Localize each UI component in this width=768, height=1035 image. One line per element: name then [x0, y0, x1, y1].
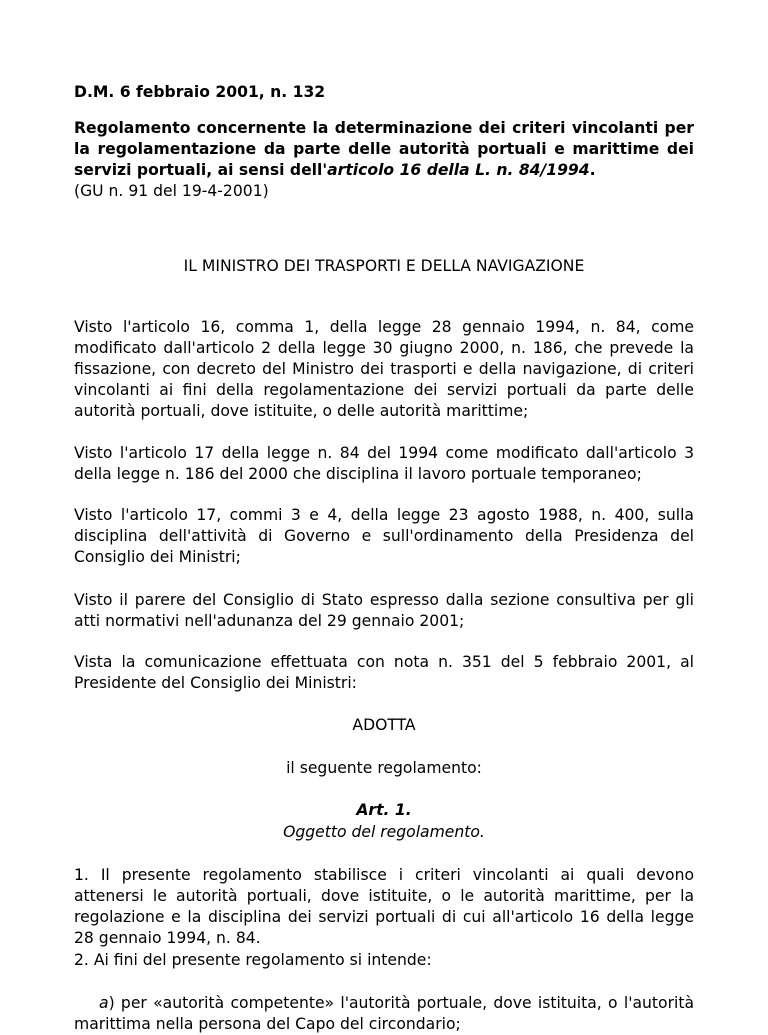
adopts-subheading: il seguente regolamento: [286, 759, 482, 777]
title-law-reference: articolo 16 della L. n. 84/1994 [327, 161, 590, 179]
article-number: Art. 1. [356, 801, 412, 819]
preamble-paragraph: Visto l'articolo 17 della legge n. 84 del 1994 come modificato dall'articolo 3 della legge n. 186 del 2000 che disciplina il lavoro portuale temporaneo; [74, 444, 694, 483]
decree-identifier: D.M. 6 febbraio 2001, n. 132 [74, 83, 326, 101]
body-list-item-a [74, 993, 694, 1035]
preamble-paragraph: Vista la comunicazione effettuata con nota n. 351 del 5 febbraio 2001, al Presidente del Consiglio dei Ministri: [74, 653, 694, 692]
title-main: Regolamento concernente la determinazione dei criteri vincolanti per la regolamentazione da parte delle autorità portuali e marittime dei servizi portuali, ai sensi dell' [74, 119, 694, 179]
ministry-heading: IL MINISTRO DEI TRASPORTI E DELLA NAVIGAZIONE [183, 257, 585, 275]
gazette-reference: (GU n. 91 del 19-4-2001) [74, 182, 269, 200]
preamble-paragraph: Visto l'articolo 16, comma 1, della legge 28 gennaio 1994, n. 84, come modificato dall'articolo 2 della legge 30 giugno 2000, n. 186, che prevede la fissazione, con decreto del Ministro dei trasporti e della navigazione, di criteri vincolanti ai fini della regolamentazione dei servizi portuali da parte delle autorità portuali, dove istituite, o delle autorità marittime; [74, 318, 694, 420]
body-paragraph-1: 1. Il presente regolamento stabilisce i criteri vincolanti ai quali devono attenersi le autorità portuali, dove istituite, o le autorità marittime, per la regolazione e la disciplina dei servizi portuali di cui all'articolo 16 della legge 28 gennaio 1994, n. 84. [74, 866, 694, 947]
body-paragraph-2: 2. Ai fini del presente regolamento si intende: [74, 951, 432, 969]
adopts-heading: ADOTTA [352, 716, 416, 734]
item-a-text: ) per «autorità competente» l'autorità portuale, dove istituita, o l'autorità marittima nella persona del Capo del circondario; [74, 994, 694, 1033]
title-end: . [589, 161, 596, 179]
preamble-paragraph: Visto il parere del Consiglio di Stato espresso dalla sezione consultiva per gli atti normativi nell'adunanza del 29 gennaio 2001; [74, 591, 694, 630]
item-a-letter: a [99, 994, 109, 1012]
decree-title [74, 118, 694, 181]
preamble-paragraph: Visto l'articolo 17, commi 3 e 4, della legge 23 agosto 1988, n. 400, sulla disciplina dell'attività di Governo e sull'ordinamento della Presidenza del Consiglio dei Ministri; [74, 506, 694, 566]
article-subject: Oggetto del regolamento. [283, 823, 485, 841]
